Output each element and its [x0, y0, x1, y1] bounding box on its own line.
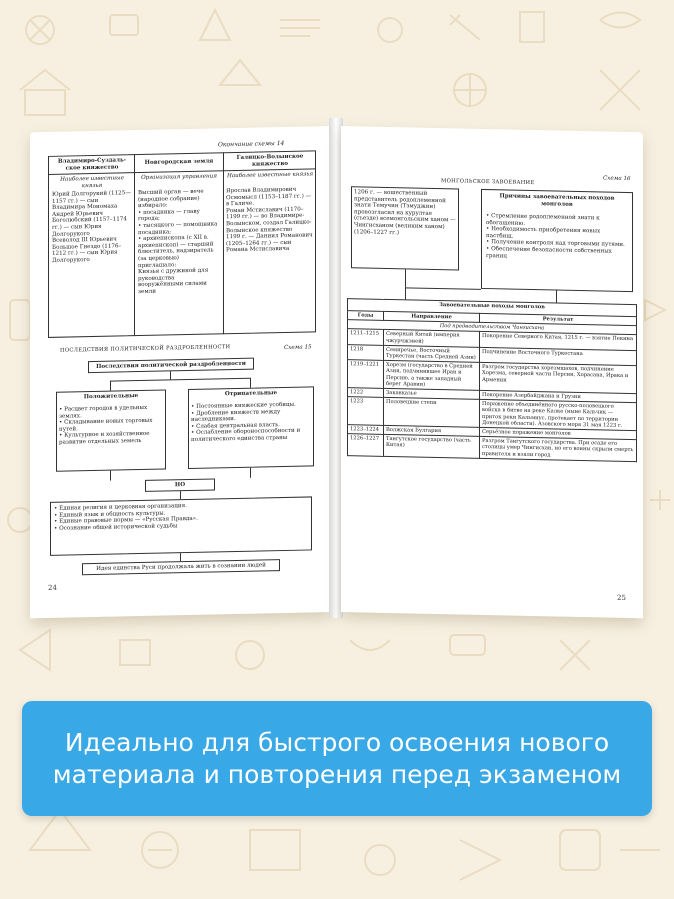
scheme-14-end-label: Окончание схемы 14: [218, 139, 285, 149]
section-title: МОНГОЛЬСКОЕ ЗАВОЕВАНИЕ: [441, 178, 535, 187]
connector: [250, 378, 251, 388]
col1-body: Юрий Долгорукий (1125—1157 гг.) — сын Владимира Мономаха Андрей Юрьевич Боголюбский (1157–1174 гг.) — сын Юрия Долгорукого Всеволод III Юрьевич Большое Гнездо (1176–1212 гг.) — сын Юрия Долгорукого: [52, 190, 131, 264]
chingis-text: 1206 г. — вошественный представитель родоплеменной знати Темучин (Тэмуджин) провозгласил на курултае (съезде) всемонгольским ханом — Чингисханом (великим ханом) (1206–1227 гг.): [354, 189, 456, 236]
unity-items: • Единая религия и церковная организация. • Единый язык и общность культуры. • Единые правовые нормы — «Русская Правда». • Осознание общей исторической судьбы: [54, 503, 198, 532]
connector: [405, 287, 481, 289]
promo-banner: [22, 701, 652, 816]
table-divider: [134, 154, 135, 336]
scheme-15-label: Схема 15: [284, 344, 312, 352]
col3-header: Галицко-Волынское княжество: [236, 153, 304, 168]
idea-text: Идея единства Руси продолжала жить в сознании людей: [96, 562, 266, 572]
connector: [250, 468, 251, 478]
row-year: 1218: [348, 344, 384, 360]
col-years-header: Годы: [348, 311, 384, 321]
no-label: НО: [174, 482, 186, 489]
row-result: Подчинение Восточного Туркестана: [480, 347, 637, 366]
row-direction: Волжская Булгария: [384, 425, 480, 436]
row-direction: Северный Китай (империя чжурчжэней): [384, 330, 480, 347]
row-direction: Половецкие степи: [384, 398, 480, 428]
page-number-right: 25: [617, 593, 626, 602]
banner-text: Идеально для быстрого освоения нового материала и повторения перед экзаменом: [52, 727, 622, 789]
row-year: 1211–1215: [348, 329, 384, 345]
consequences-title: Последствия политической раздробленности: [96, 360, 246, 370]
row-direction: Семиречье, Восточный Туркестан (часть Средней Азии): [384, 345, 480, 362]
negative-items: • Постоянные княжеские усобицы. • Дробление княжеств между наследниками. • Слабая центральная власть. • Ослабление обороноспособности и политического единства страны: [191, 401, 301, 443]
row-year: 1222: [348, 388, 384, 398]
open-book: [30, 118, 645, 618]
table-divider: [223, 152, 224, 334]
row-result: Поражение объединённого русско-половецкого войска в битве на реке Калке (ныне Кальчик — приток реки Кальмиус, протекает по территории Донецкой области). Азовского моря 31 мая 1223 г.: [480, 400, 637, 431]
row-direction: Тангутское государство (часть Китая): [384, 435, 480, 459]
row-direction: Закавказье: [384, 388, 480, 399]
table-title: Завоевательные походы монголов: [348, 299, 637, 317]
connector: [556, 291, 557, 303]
row-year: 1223–1224: [348, 425, 384, 435]
col2-header: Новгородская земля: [144, 158, 214, 166]
connector: [180, 553, 181, 561]
left-page: [30, 126, 332, 618]
connector: [110, 471, 111, 481]
row-result: Покорение Азербайджана и Грузии: [480, 390, 637, 402]
row-result: Разгром Тангутского государства. При осаде его столицы умер Чингисхан, но его воины скрыли смерть правителя и взяли город: [480, 437, 637, 462]
campaigns-table: [347, 298, 637, 462]
col-result-header: Результат: [480, 313, 637, 325]
causes-items: • Стремление родоплеменной знати к обогащению. • Необходимость приобретения новых пастбищ. • Получение контроля над торговыми путями. • Обеспечение безопасности собственных границ: [486, 213, 625, 260]
col1-header: Владимиро-Суздаль-ское княжество: [57, 157, 127, 172]
row-result: Серьёзное поражение монголов: [480, 427, 637, 439]
col2-body: Высший орган — вече (народное собрание) избирало: • посадника — главу города; • тысяцкого — помощника посадника; • архиепископа (с XII в. архиепископ) — старший блюститель, надзиратель (за церковью) приглашало: Князья с дружиной для руководства вооружёнными силами земли: [138, 188, 218, 295]
col1-subheader: Наиболее известные князья: [60, 175, 124, 189]
positive-items: • Расцвет городов в удельных землях. • Складывание новых торговых путей. • Культурное и хозяйственное развитие отдельных земель: [59, 404, 153, 446]
page-number-left: 24: [48, 583, 57, 592]
connector: [180, 491, 181, 499]
connector: [170, 371, 171, 379]
connector: [110, 381, 111, 391]
connector: [110, 378, 250, 382]
row-result: Разгром государства хорезмшахов, подчинение Хорезма, северной части Персии, Хорасана, Ирака и Армении: [480, 363, 637, 394]
col3-subheader: Наиболее известные князья: [226, 171, 314, 180]
row-year: 1226–1227: [348, 434, 384, 456]
row-direction: Хорезм (государство в Средней Азии, подчинившее Иран и Персию, а также западный берег Аравии): [384, 361, 480, 391]
connector: [405, 269, 406, 287]
col3-body: Ярослав Владимирович Осмомысл (1153–1187 гг.) — в Галиче. Роман Мстиславич (1170–1199 гг.) — во Владимире-Волынском, создал Галицко-Волынское княжество 1199 г. — Даниил Романович (1205–1264 гг.) — сын Романа Мстиславича: [226, 186, 313, 254]
causes-title: Причины завоевательных походов монголов: [499, 193, 615, 208]
right-page: [341, 126, 643, 618]
row-result: Покорение Северного Китая, 1215 г. — взятие Пекина: [480, 332, 637, 351]
col2-subheader: Организация управления: [141, 173, 217, 181]
table-subheader: Под предводительством Чингисхана: [348, 320, 637, 335]
section-title: ПОСЛЕДСТВИЯ ПОЛИТИЧЕСКОЙ РАЗДРОБЛЕННОСТИ: [60, 344, 231, 354]
negative-title: Отрицательные: [224, 390, 278, 398]
row-year: 1219–1221: [348, 360, 384, 389]
positive-title: Положительные: [83, 393, 139, 401]
connector: [405, 287, 406, 299]
row-year: 1223: [348, 397, 384, 426]
scheme-16-label: Схема 16: [603, 175, 631, 183]
col-direction-header: Направление: [384, 311, 480, 322]
